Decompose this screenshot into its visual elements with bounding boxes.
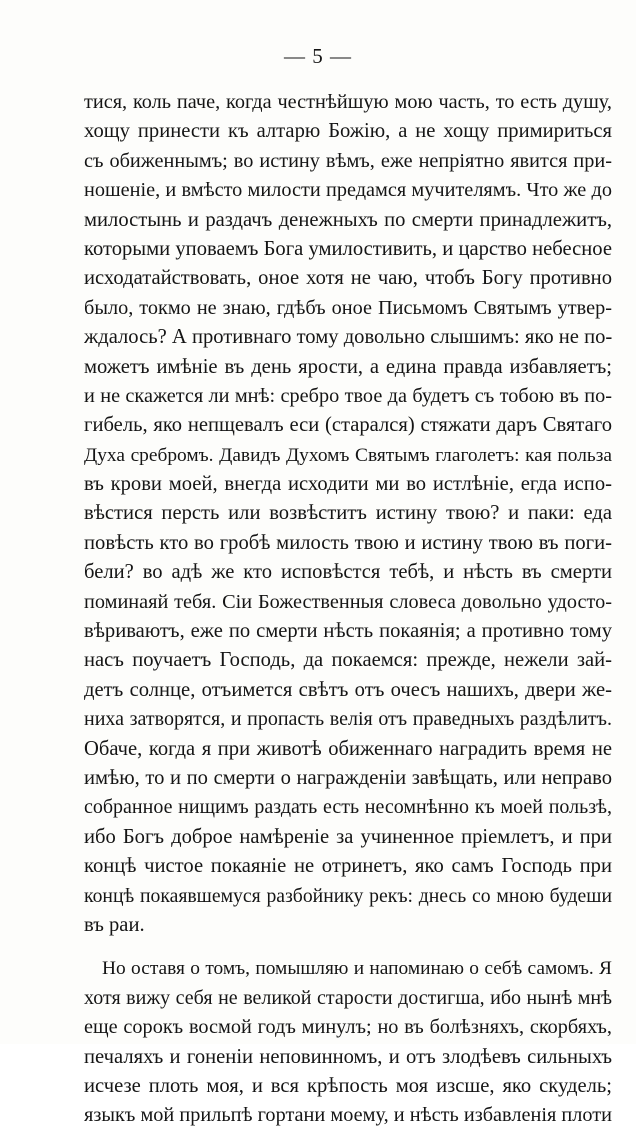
text-line: бели? во адѣ же кто исповѣстся тебѣ, и нѣсть въ смерти [84,561,612,584]
text-line: вѣриваютъ, еже по смерти нѣсть покаянія; а противно тому [84,620,612,643]
paragraph-2 [84,954,612,1130]
text-line: въ раи. [84,913,145,936]
text-line: Духа сребромъ. Давидъ Духомъ Святымъ глаголетъ: кая польза [84,444,612,466]
text-line: языкъ мой прильпѣ гортани моему, и нѣсть избавленія плоти [84,1104,612,1127]
text-line: исходатайствовать, оное хотя не чаю, чтобъ Богу противно [84,267,612,290]
text-line: Обаче, когда я при животѣ обиженнаго наградить время не [84,737,612,760]
text-line-first: Но оставя о томъ, помышляю и напоминаю о себѣ самомъ. Я [102,958,612,980]
text-line: имѣю, то и по смерти о награжденіи завѣщать, или неправо [84,766,612,789]
text-line: еще сорокъ восмой годъ минулъ; но въ болѣзняхъ, скорбяхъ, [84,1016,612,1039]
text-line: концѣ чистое покаяніе не отринетъ, яко самъ Господь при [84,855,612,878]
text-line: насъ поучаетъ Господь, да покаемся: прежде, нежели зай- [84,649,612,672]
text-line: печаляхъ и гоненіи неповинномъ, и отъ злодѣевъ сильныхъ [84,1045,612,1068]
text-line: хотя вижу себя не великой старости достигша, ибо нынѣ мнѣ [84,986,612,1009]
text-line: въ крови моей, внегда исходити ми во истлѣніе, егда испо- [84,473,612,496]
text-line: ношеніе, и вмѣсто милости предамся мучителямъ. Что же до [84,179,612,202]
text-line: повѣсть кто во гробѣ милость твою и истину твою въ поги- [84,531,612,554]
text-line: ниха затворятся, и пропасть велія отъ праведныхъ раздѣлитъ. [84,708,612,731]
text-line: детъ солнце, отъимется свѣтъ отъ очесъ нашихъ, двери же- [84,678,612,701]
text-line: ибо Богъ доброе намѣреніе за учиненное пріемлетъ, и при [84,825,612,848]
paragraph-gap [84,940,612,954]
text-line: которыми уповаемъ Бога умилостивить, и царство небесное [84,237,612,260]
body-text [84,88,612,1131]
text-line: исчезе плоть моя, и вся крѣпость моя изсше, яко скудель; [84,1074,612,1097]
text-line: хощу принести къ алтарю Божію, а не хощу примириться [84,120,612,143]
paragraph-1 [84,88,612,940]
page-number: — 5 — [284,44,352,68]
text-line: ждалось? А противнаго тому довольно слышимъ: яко не по- [84,326,612,349]
text-line: вѣстися персть или возвѣститъ истину твою? и паки: еда [84,502,612,525]
text-line: гибель, яко непщевалъ еси (старался) стяжати даръ Святаго [84,414,612,437]
text-line: было, токмо не знаю, гдѣбъ оное Письмомъ Святымъ утвер- [84,296,612,319]
text-line: собранное нищимъ раздать есть несомнѣнно къ моей пользѣ, [84,796,612,819]
text-line: милостынь и раздачъ денежныхъ по смерти принадлежитъ, [84,208,612,231]
text-line: тися, коль паче, когда честнѣйшую мою часть, то есть душу, [84,91,612,113]
text-line: поминаяй тебя. Сіи Божественныя словеса довольно удосто- [84,590,612,613]
text-line: и не скажется ли мнѣ: сребро твое да будетъ съ тобою въ по- [84,384,612,407]
text-line: концѣ покаявшемуся разбойнику рекъ: днесь со мною будеши [84,884,612,907]
text-line: съ обиженнымъ; во истину вѣмъ, еже непріятно явится при- [84,149,612,172]
text-line: можетъ имѣніе въ день ярости, а едина правда избавляетъ; [84,355,612,378]
